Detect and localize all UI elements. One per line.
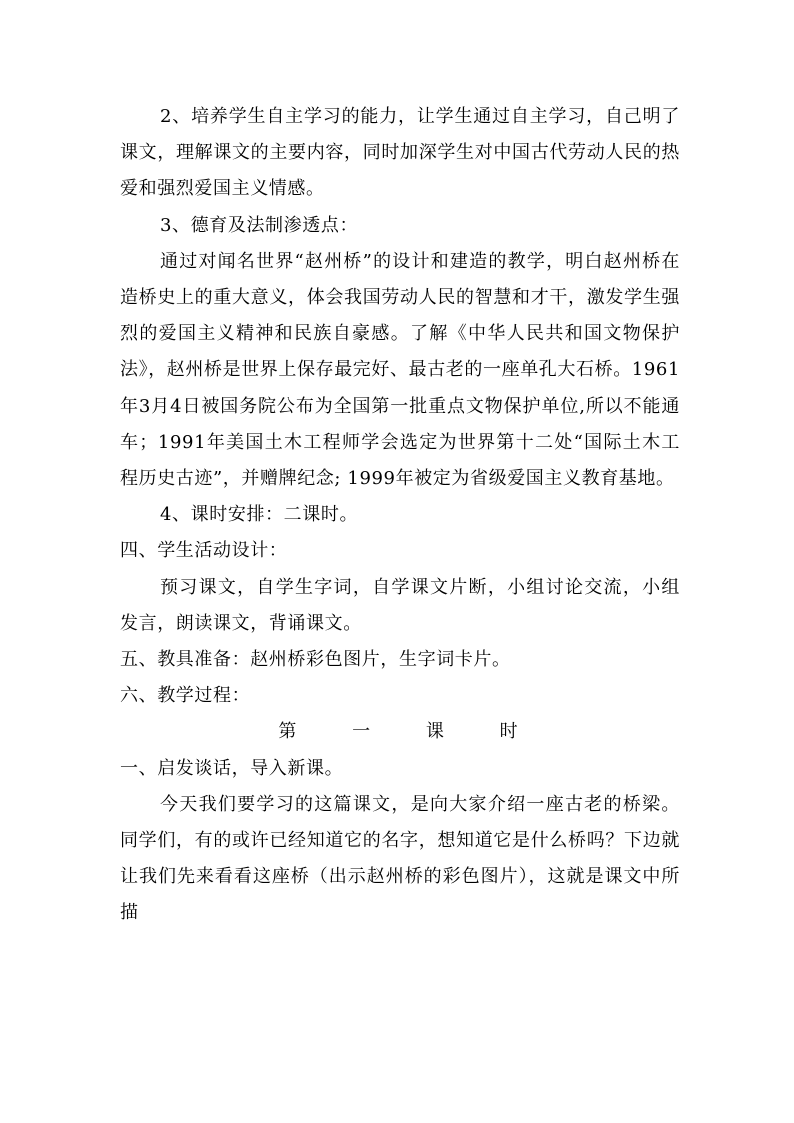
paragraph-class-hours: 4、课时安排：二课时。	[160, 504, 359, 526]
lesson-heading-first: 第 一 课 时	[278, 721, 532, 743]
section-heading-introduction: 一、启发谈话，导入新课。	[120, 757, 344, 779]
section-heading-teaching-process: 六、教学过程：	[120, 685, 251, 707]
paragraph-student-activities: 预习课文，自学生字词，自学课文片断，小组讨论交流，小组发言，朗读课文，背诵课文。	[120, 576, 680, 634]
section-heading-student-activities: 四、学生活动设计：	[120, 540, 288, 562]
paragraph-introduction: 今天我们要学习的这篇课文，是向大家介绍一座古老的桥梁。同学们，有的或许已经知道它的名字，想知道它是什么桥吗？下边就让我们先来看看这座桥（出示赵州桥的彩色图片），这就是课文中所描	[120, 793, 680, 924]
document-body	[120, 99, 680, 932]
paragraph-objective-2: 2、培养学生自主学习的能力，让学生通过自主学习，自己明了课文，理解课文的主要内容，同时加深学生对中国古代劳动人民的热爱和强烈爱国主义情感。	[120, 106, 680, 200]
section-heading-teaching-aids: 五、教具准备：赵州桥彩色图片，生字词卡片。	[120, 649, 511, 671]
paragraph-moral-education-body: 通过对闻名世界“赵州桥”的设计和建造的教学，明白赵州桥在造桥史上的重大意义，体会我国劳动人民的智慧和才干，激发学生强烈的爱国主义精神和民族自豪感。了解《中华人民共和国文物保护法》，赵州桥是世界上保存最完好、最古老的一座单孔大石桥。1961年3月4日被国务院公布为全国第一批重点文物保护单位,所以不能通车；1991年美国土木工程师学会选定为世界第十二处“国际土木工程历史古迹”，并赠牌纪念; 1999年被定为省级爱国主义教育基地。	[120, 250, 681, 490]
paragraph-moral-education-heading: 3、德育及法制渗透点：	[160, 214, 359, 236]
